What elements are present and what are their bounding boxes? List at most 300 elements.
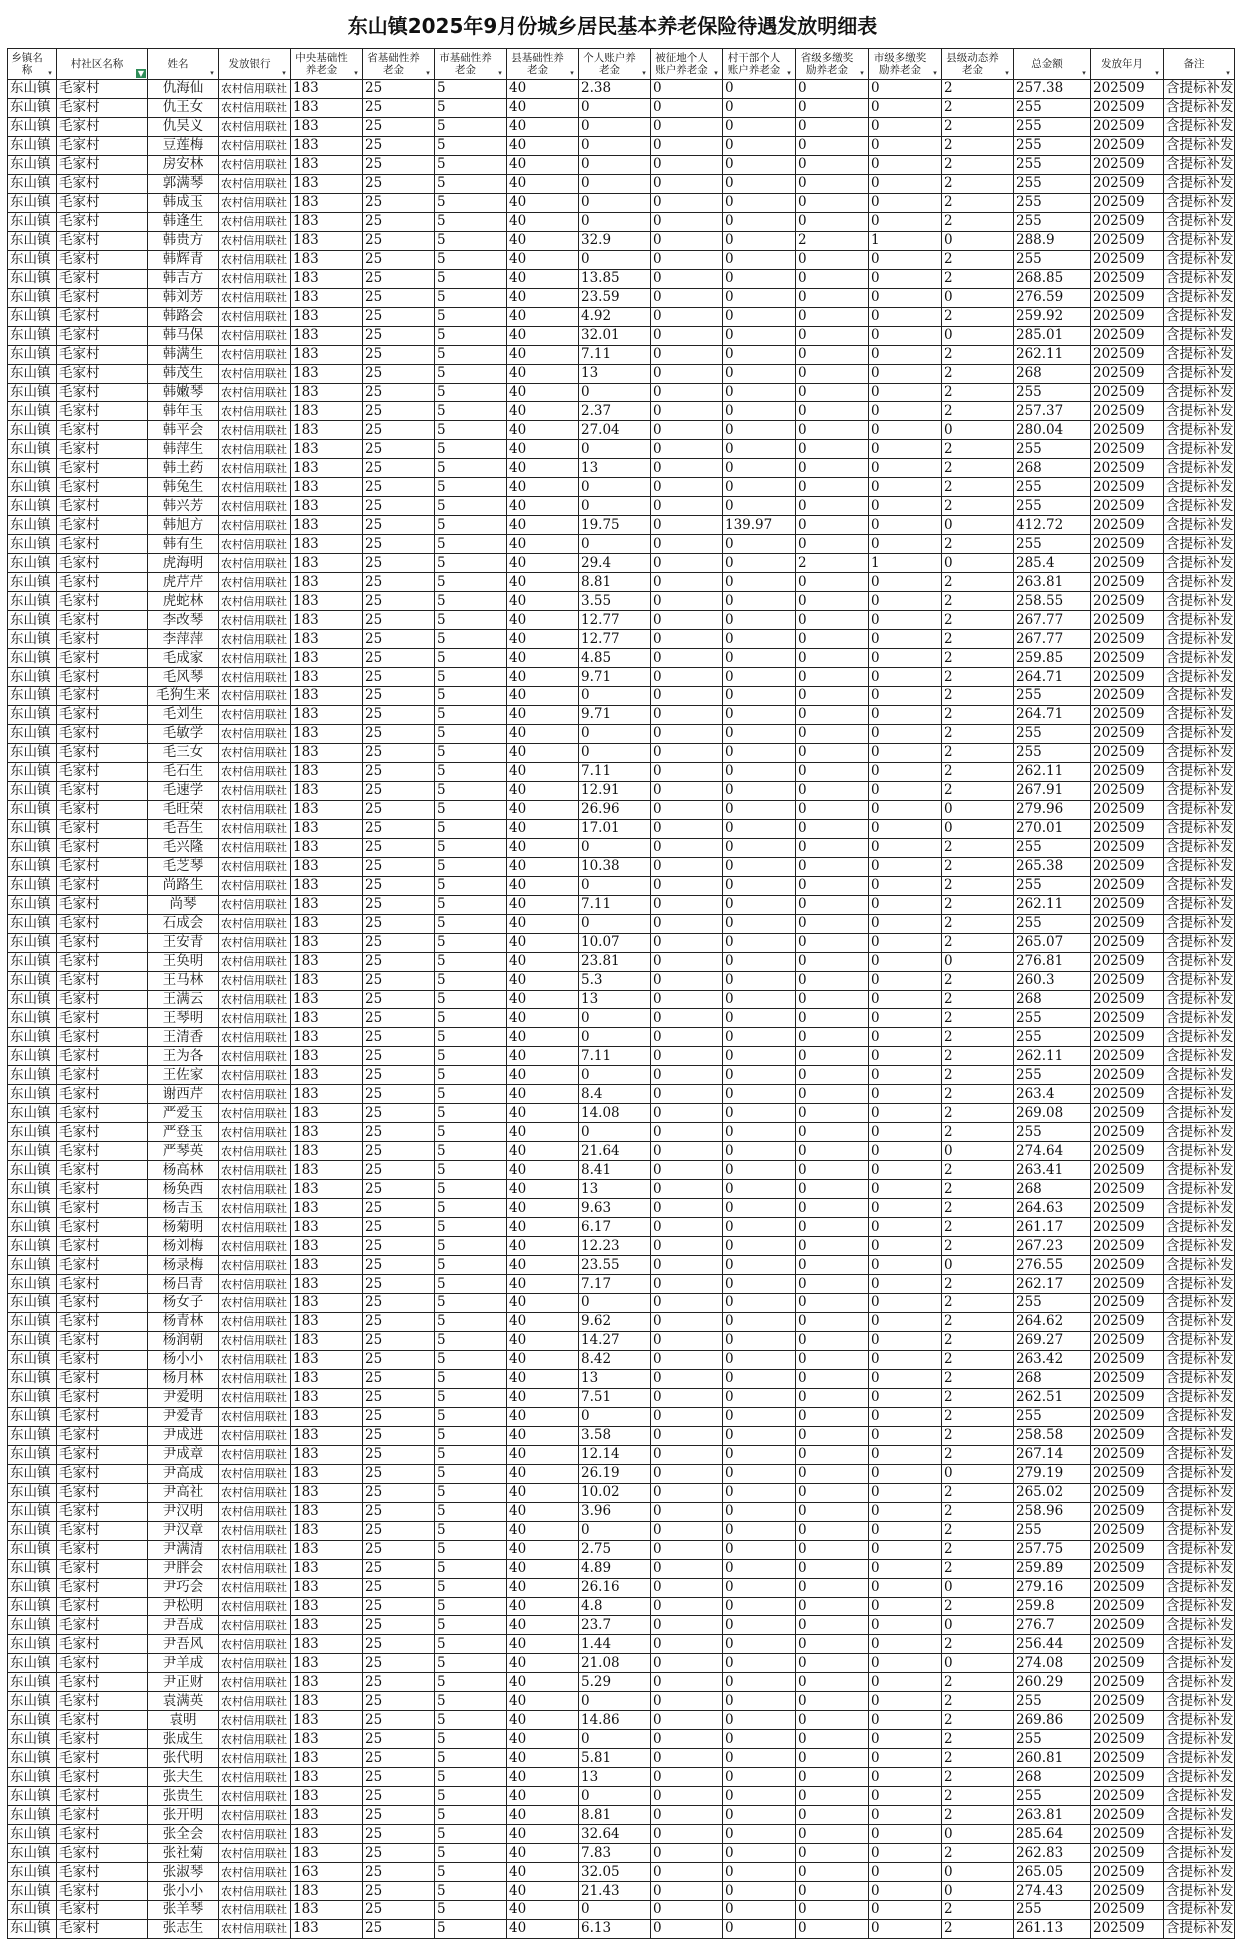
cell-county-dyn[interactable]: 0 xyxy=(942,800,1014,819)
cell-province[interactable]: 25 xyxy=(363,762,435,781)
table-row[interactable] xyxy=(8,193,1235,212)
cell-county[interactable]: 40 xyxy=(507,1256,579,1275)
cell-cadre[interactable]: 0 xyxy=(723,1407,796,1426)
cell-county[interactable]: 40 xyxy=(507,1294,579,1313)
cell-month[interactable]: 202509 xyxy=(1091,1047,1164,1066)
cell-village[interactable]: 毛家村 xyxy=(57,857,148,876)
cell-central[interactable]: 183 xyxy=(291,857,363,876)
cell-city-bonus[interactable]: 0 xyxy=(869,573,942,592)
cell-county[interactable]: 40 xyxy=(507,1559,579,1578)
cell-personal[interactable]: 2.37 xyxy=(579,402,651,421)
cell-total[interactable]: 255 xyxy=(1014,876,1091,895)
cell-county[interactable]: 40 xyxy=(507,250,579,269)
cell-village[interactable]: 毛家村 xyxy=(57,345,148,364)
cell-prov-bonus[interactable]: 0 xyxy=(796,1882,869,1901)
cell-town[interactable]: 东山镇 xyxy=(8,573,57,592)
cell-note[interactable]: 含提标补发 xyxy=(1164,1901,1235,1920)
cell-prov-bonus[interactable]: 0 xyxy=(796,516,869,535)
cell-city[interactable]: 5 xyxy=(435,952,507,971)
cell-county-dyn[interactable]: 2 xyxy=(942,1180,1014,1199)
cell-prov-bonus[interactable]: 0 xyxy=(796,1312,869,1331)
cell-note[interactable]: 含提标补发 xyxy=(1164,1787,1235,1806)
cell-prov-bonus[interactable]: 0 xyxy=(796,1350,869,1369)
table-row[interactable] xyxy=(8,1578,1235,1597)
cell-bank[interactable]: 农村信用联社 xyxy=(219,819,291,838)
cell-province[interactable]: 25 xyxy=(363,1294,435,1313)
cell-bank[interactable]: 农村信用联社 xyxy=(219,1218,291,1237)
cell-cadre[interactable]: 0 xyxy=(723,838,796,857)
cell-total[interactable]: 262.11 xyxy=(1014,1047,1091,1066)
cell-landless[interactable]: 0 xyxy=(651,630,723,649)
cell-landless[interactable]: 0 xyxy=(651,364,723,383)
table-row[interactable] xyxy=(8,1180,1235,1199)
cell-name[interactable]: 韩兴芳 xyxy=(148,497,219,516)
cell-city[interactable]: 5 xyxy=(435,743,507,762)
cell-name[interactable]: 杨小小 xyxy=(148,1350,219,1369)
cell-cadre[interactable]: 0 xyxy=(723,1275,796,1294)
cell-county[interactable]: 40 xyxy=(507,1350,579,1369)
cell-personal[interactable]: 8.4 xyxy=(579,1085,651,1104)
cell-city-bonus[interactable]: 0 xyxy=(869,1161,942,1180)
cell-city-bonus[interactable]: 0 xyxy=(869,1180,942,1199)
cell-personal[interactable]: 5.29 xyxy=(579,1673,651,1692)
table-row[interactable] xyxy=(8,1047,1235,1066)
cell-personal[interactable]: 2.75 xyxy=(579,1540,651,1559)
table-row[interactable] xyxy=(8,402,1235,421)
cell-province[interactable]: 25 xyxy=(363,80,435,99)
cell-landless[interactable]: 0 xyxy=(651,592,723,611)
cell-village[interactable]: 毛家村 xyxy=(57,1407,148,1426)
cell-personal[interactable]: 3.58 xyxy=(579,1426,651,1445)
cell-province[interactable]: 25 xyxy=(363,1161,435,1180)
cell-prov-bonus[interactable]: 0 xyxy=(796,1047,869,1066)
cell-note[interactable]: 含提标补发 xyxy=(1164,1578,1235,1597)
cell-city-bonus[interactable]: 0 xyxy=(869,649,942,668)
cell-total[interactable]: 255 xyxy=(1014,687,1091,706)
cell-note[interactable]: 含提标补发 xyxy=(1164,914,1235,933)
cell-province[interactable]: 25 xyxy=(363,1066,435,1085)
cell-personal[interactable]: 12.77 xyxy=(579,611,651,630)
cell-central[interactable]: 183 xyxy=(291,1369,363,1388)
cell-name[interactable]: 毛风琴 xyxy=(148,668,219,687)
cell-city[interactable]: 5 xyxy=(435,1426,507,1445)
cell-central[interactable]: 183 xyxy=(291,592,363,611)
cell-cadre[interactable]: 0 xyxy=(723,573,796,592)
table-row[interactable] xyxy=(8,705,1235,724)
cell-prov-bonus[interactable]: 0 xyxy=(796,1331,869,1350)
cell-cadre[interactable]: 0 xyxy=(723,1331,796,1350)
table-row[interactable] xyxy=(8,516,1235,535)
table-row[interactable] xyxy=(8,1123,1235,1142)
cell-prov-bonus[interactable]: 0 xyxy=(796,212,869,231)
cell-prov-bonus[interactable]: 0 xyxy=(796,497,869,516)
cell-month[interactable]: 202509 xyxy=(1091,1749,1164,1768)
cell-cadre[interactable]: 0 xyxy=(723,345,796,364)
cell-province[interactable]: 25 xyxy=(363,1256,435,1275)
cell-county[interactable]: 40 xyxy=(507,1919,579,1938)
cell-central[interactable]: 183 xyxy=(291,1464,363,1483)
cell-province[interactable]: 25 xyxy=(363,554,435,573)
cell-cadre[interactable]: 0 xyxy=(723,1312,796,1331)
filter-dropdown-icon[interactable]: ▾ xyxy=(1155,69,1159,77)
cell-prov-bonus[interactable]: 0 xyxy=(796,1787,869,1806)
cell-town[interactable]: 东山镇 xyxy=(8,383,57,402)
cell-total[interactable]: 255 xyxy=(1014,212,1091,231)
cell-total[interactable]: 255 xyxy=(1014,383,1091,402)
table-row[interactable] xyxy=(8,1502,1235,1521)
cell-province[interactable]: 25 xyxy=(363,1009,435,1028)
cell-prov-bonus[interactable]: 0 xyxy=(796,743,869,762)
cell-prov-bonus[interactable]: 0 xyxy=(796,1768,869,1787)
cell-town[interactable]: 东山镇 xyxy=(8,364,57,383)
cell-city[interactable]: 5 xyxy=(435,136,507,155)
cell-prov-bonus[interactable]: 0 xyxy=(796,1426,869,1445)
cell-village[interactable]: 毛家村 xyxy=(57,402,148,421)
cell-note[interactable]: 含提标补发 xyxy=(1164,876,1235,895)
cell-bank[interactable]: 农村信用联社 xyxy=(219,1426,291,1445)
cell-city-bonus[interactable]: 0 xyxy=(869,1901,942,1920)
cell-city-bonus[interactable]: 0 xyxy=(869,990,942,1009)
cell-village[interactable]: 毛家村 xyxy=(57,630,148,649)
cell-county-dyn[interactable]: 2 xyxy=(942,1085,1014,1104)
cell-county[interactable]: 40 xyxy=(507,1047,579,1066)
table-row[interactable] xyxy=(8,478,1235,497)
cell-city-bonus[interactable]: 0 xyxy=(869,1863,942,1882)
cell-county-dyn[interactable]: 2 xyxy=(942,573,1014,592)
cell-total[interactable]: 264.62 xyxy=(1014,1312,1091,1331)
cell-city[interactable]: 5 xyxy=(435,1085,507,1104)
cell-city-bonus[interactable]: 0 xyxy=(869,250,942,269)
cell-village[interactable]: 毛家村 xyxy=(57,724,148,743)
cell-city-bonus[interactable]: 0 xyxy=(869,80,942,99)
table-row[interactable] xyxy=(8,971,1235,990)
cell-village[interactable]: 毛家村 xyxy=(57,1521,148,1540)
cell-landless[interactable]: 0 xyxy=(651,1559,723,1578)
cell-county[interactable]: 40 xyxy=(507,1730,579,1749)
cell-note[interactable]: 含提标补发 xyxy=(1164,1692,1235,1711)
cell-cadre[interactable]: 0 xyxy=(723,1787,796,1806)
cell-personal[interactable]: 14.08 xyxy=(579,1104,651,1123)
table-row[interactable] xyxy=(8,80,1235,99)
cell-town[interactable]: 东山镇 xyxy=(8,497,57,516)
cell-bank[interactable]: 农村信用联社 xyxy=(219,155,291,174)
cell-town[interactable]: 东山镇 xyxy=(8,971,57,990)
cell-province[interactable]: 25 xyxy=(363,1521,435,1540)
cell-personal[interactable]: 13 xyxy=(579,1369,651,1388)
cell-cadre[interactable]: 0 xyxy=(723,724,796,743)
cell-cadre[interactable]: 0 xyxy=(723,914,796,933)
cell-city-bonus[interactable]: 0 xyxy=(869,1123,942,1142)
cell-month[interactable]: 202509 xyxy=(1091,800,1164,819)
cell-personal[interactable]: 6.17 xyxy=(579,1218,651,1237)
cell-town[interactable]: 东山镇 xyxy=(8,1218,57,1237)
cell-name[interactable]: 仇王女 xyxy=(148,98,219,117)
cell-cadre[interactable]: 0 xyxy=(723,402,796,421)
cell-month[interactable]: 202509 xyxy=(1091,1540,1164,1559)
cell-landless[interactable]: 0 xyxy=(651,1142,723,1161)
cell-cadre[interactable]: 0 xyxy=(723,1161,796,1180)
cell-county-dyn[interactable]: 0 xyxy=(942,1256,1014,1275)
table-row[interactable] xyxy=(8,421,1235,440)
cell-name[interactable]: 张夫生 xyxy=(148,1768,219,1787)
cell-town[interactable]: 东山镇 xyxy=(8,1275,57,1294)
cell-village[interactable]: 毛家村 xyxy=(57,364,148,383)
table-row[interactable] xyxy=(8,781,1235,800)
cell-central[interactable]: 183 xyxy=(291,914,363,933)
cell-total[interactable]: 255 xyxy=(1014,497,1091,516)
cell-landless[interactable]: 0 xyxy=(651,1654,723,1673)
cell-personal[interactable]: 0 xyxy=(579,1407,651,1426)
cell-personal[interactable]: 13 xyxy=(579,1180,651,1199)
cell-total[interactable]: 263.4 xyxy=(1014,1085,1091,1104)
cell-total[interactable]: 267.77 xyxy=(1014,630,1091,649)
cell-city[interactable]: 5 xyxy=(435,1388,507,1407)
cell-central[interactable]: 183 xyxy=(291,80,363,99)
cell-town[interactable]: 东山镇 xyxy=(8,1104,57,1123)
cell-name[interactable]: 韩有生 xyxy=(148,535,219,554)
cell-month[interactable]: 202509 xyxy=(1091,1104,1164,1123)
cell-total[interactable]: 279.96 xyxy=(1014,800,1091,819)
cell-bank[interactable]: 农村信用联社 xyxy=(219,1540,291,1559)
cell-county[interactable]: 40 xyxy=(507,155,579,174)
cell-city-bonus[interactable]: 0 xyxy=(869,1730,942,1749)
cell-town[interactable]: 东山镇 xyxy=(8,1597,57,1616)
cell-town[interactable]: 东山镇 xyxy=(8,1161,57,1180)
cell-landless[interactable]: 0 xyxy=(651,1369,723,1388)
cell-county-dyn[interactable]: 2 xyxy=(942,668,1014,687)
cell-month[interactable]: 202509 xyxy=(1091,1123,1164,1142)
cell-prov-bonus[interactable]: 0 xyxy=(796,1028,869,1047)
cell-total[interactable]: 269.27 xyxy=(1014,1331,1091,1350)
cell-town[interactable]: 东山镇 xyxy=(8,459,57,478)
cell-central[interactable]: 183 xyxy=(291,231,363,250)
cell-province[interactable]: 25 xyxy=(363,1275,435,1294)
cell-personal[interactable]: 0 xyxy=(579,1066,651,1085)
cell-province[interactable]: 25 xyxy=(363,1825,435,1844)
cell-central[interactable]: 183 xyxy=(291,1161,363,1180)
cell-landless[interactable]: 0 xyxy=(651,1426,723,1445)
cell-city[interactable]: 5 xyxy=(435,535,507,554)
table-row[interactable] xyxy=(8,1654,1235,1673)
cell-central[interactable]: 183 xyxy=(291,573,363,592)
cell-month[interactable]: 202509 xyxy=(1091,630,1164,649)
cell-name[interactable]: 韩成玉 xyxy=(148,193,219,212)
cell-county[interactable]: 40 xyxy=(507,1521,579,1540)
cell-personal[interactable]: 13 xyxy=(579,1768,651,1787)
cell-month[interactable]: 202509 xyxy=(1091,269,1164,288)
cell-note[interactable]: 含提标补发 xyxy=(1164,98,1235,117)
cell-central[interactable]: 183 xyxy=(291,1635,363,1654)
cell-month[interactable]: 202509 xyxy=(1091,952,1164,971)
cell-cadre[interactable]: 0 xyxy=(723,497,796,516)
cell-personal[interactable]: 0 xyxy=(579,1521,651,1540)
cell-total[interactable]: 263.81 xyxy=(1014,1806,1091,1825)
cell-prov-bonus[interactable]: 0 xyxy=(796,402,869,421)
cell-total[interactable]: 261.13 xyxy=(1014,1919,1091,1938)
cell-month[interactable]: 202509 xyxy=(1091,1882,1164,1901)
cell-prov-bonus[interactable]: 0 xyxy=(796,440,869,459)
cell-name[interactable]: 石成会 xyxy=(148,914,219,933)
cell-cadre[interactable]: 0 xyxy=(723,1350,796,1369)
cell-cadre[interactable]: 0 xyxy=(723,1294,796,1313)
cell-personal[interactable]: 0 xyxy=(579,174,651,193)
cell-city-bonus[interactable]: 0 xyxy=(869,440,942,459)
cell-province[interactable]: 25 xyxy=(363,1654,435,1673)
cell-city[interactable]: 5 xyxy=(435,193,507,212)
cell-city[interactable]: 5 xyxy=(435,800,507,819)
table-row[interactable] xyxy=(8,1540,1235,1559)
cell-central[interactable]: 183 xyxy=(291,1066,363,1085)
cell-total[interactable]: 263.42 xyxy=(1014,1350,1091,1369)
cell-cadre[interactable]: 0 xyxy=(723,269,796,288)
cell-personal[interactable]: 0 xyxy=(579,535,651,554)
cell-city-bonus[interactable]: 0 xyxy=(869,933,942,952)
cell-landless[interactable]: 0 xyxy=(651,402,723,421)
cell-name[interactable]: 韩旭方 xyxy=(148,516,219,535)
cell-village[interactable]: 毛家村 xyxy=(57,1445,148,1464)
filter-dropdown-icon[interactable]: ▾ xyxy=(1082,69,1086,77)
cell-city-bonus[interactable]: 0 xyxy=(869,1787,942,1806)
cell-personal[interactable]: 23.81 xyxy=(579,952,651,971)
cell-landless[interactable]: 0 xyxy=(651,819,723,838)
cell-personal[interactable]: 0 xyxy=(579,478,651,497)
cell-province[interactable]: 25 xyxy=(363,155,435,174)
cell-bank[interactable]: 农村信用联社 xyxy=(219,1882,291,1901)
cell-city-bonus[interactable]: 0 xyxy=(869,1047,942,1066)
cell-landless[interactable]: 0 xyxy=(651,1350,723,1369)
cell-city[interactable]: 5 xyxy=(435,1597,507,1616)
cell-personal[interactable]: 26.16 xyxy=(579,1578,651,1597)
cell-bank[interactable]: 农村信用联社 xyxy=(219,1331,291,1350)
cell-town[interactable]: 东山镇 xyxy=(8,1199,57,1218)
cell-personal[interactable]: 10.02 xyxy=(579,1483,651,1502)
cell-province[interactable]: 25 xyxy=(363,421,435,440)
cell-personal[interactable]: 32.05 xyxy=(579,1863,651,1882)
cell-county[interactable]: 40 xyxy=(507,1882,579,1901)
cell-village[interactable]: 毛家村 xyxy=(57,971,148,990)
cell-note[interactable]: 含提标补发 xyxy=(1164,687,1235,706)
cell-name[interactable]: 张代明 xyxy=(148,1749,219,1768)
cell-cadre[interactable]: 0 xyxy=(723,1180,796,1199)
table-row[interactable] xyxy=(8,1407,1235,1426)
cell-prov-bonus[interactable]: 0 xyxy=(796,952,869,971)
cell-central[interactable]: 183 xyxy=(291,1749,363,1768)
cell-county[interactable]: 40 xyxy=(507,1844,579,1863)
cell-central[interactable]: 183 xyxy=(291,1142,363,1161)
cell-prov-bonus[interactable]: 0 xyxy=(796,800,869,819)
cell-total[interactable]: 265.07 xyxy=(1014,933,1091,952)
cell-landless[interactable]: 0 xyxy=(651,668,723,687)
cell-landless[interactable]: 0 xyxy=(651,876,723,895)
cell-city-bonus[interactable]: 1 xyxy=(869,554,942,573)
cell-province[interactable]: 25 xyxy=(363,364,435,383)
cell-note[interactable]: 含提标补发 xyxy=(1164,440,1235,459)
cell-town[interactable]: 东山镇 xyxy=(8,819,57,838)
cell-month[interactable]: 202509 xyxy=(1091,1009,1164,1028)
cell-bank[interactable]: 农村信用联社 xyxy=(219,1350,291,1369)
cell-prov-bonus[interactable]: 0 xyxy=(796,1161,869,1180)
cell-city[interactable]: 5 xyxy=(435,838,507,857)
cell-village[interactable]: 毛家村 xyxy=(57,1199,148,1218)
cell-village[interactable]: 毛家村 xyxy=(57,1711,148,1730)
cell-prov-bonus[interactable]: 0 xyxy=(796,1521,869,1540)
cell-city[interactable]: 5 xyxy=(435,1749,507,1768)
cell-landless[interactable]: 0 xyxy=(651,1047,723,1066)
cell-month[interactable]: 202509 xyxy=(1091,1426,1164,1445)
table-row[interactable] xyxy=(8,592,1235,611)
cell-cadre[interactable]: 0 xyxy=(723,743,796,762)
cell-county-dyn[interactable]: 2 xyxy=(942,649,1014,668)
cell-personal[interactable]: 21.08 xyxy=(579,1654,651,1673)
cell-landless[interactable]: 0 xyxy=(651,421,723,440)
cell-village[interactable]: 毛家村 xyxy=(57,421,148,440)
cell-personal[interactable]: 26.19 xyxy=(579,1464,651,1483)
cell-bank[interactable]: 农村信用联社 xyxy=(219,288,291,307)
cell-central[interactable]: 183 xyxy=(291,668,363,687)
cell-total[interactable]: 258.58 xyxy=(1014,1426,1091,1445)
cell-county[interactable]: 40 xyxy=(507,1502,579,1521)
cell-month[interactable]: 202509 xyxy=(1091,1369,1164,1388)
cell-county-dyn[interactable]: 2 xyxy=(942,1521,1014,1540)
cell-village[interactable]: 毛家村 xyxy=(57,1350,148,1369)
cell-central[interactable]: 183 xyxy=(291,1009,363,1028)
cell-personal[interactable]: 29.4 xyxy=(579,554,651,573)
cell-note[interactable]: 含提标补发 xyxy=(1164,762,1235,781)
cell-personal[interactable]: 8.42 xyxy=(579,1350,651,1369)
cell-landless[interactable]: 0 xyxy=(651,80,723,99)
cell-town[interactable]: 东山镇 xyxy=(8,743,57,762)
cell-bank[interactable]: 农村信用联社 xyxy=(219,876,291,895)
cell-name[interactable]: 尹羊成 xyxy=(148,1654,219,1673)
cell-county-dyn[interactable]: 2 xyxy=(942,1047,1014,1066)
cell-cadre[interactable]: 0 xyxy=(723,857,796,876)
cell-city-bonus[interactable]: 0 xyxy=(869,136,942,155)
cell-personal[interactable]: 12.23 xyxy=(579,1237,651,1256)
cell-central[interactable]: 183 xyxy=(291,952,363,971)
cell-landless[interactable]: 0 xyxy=(651,307,723,326)
cell-bank[interactable]: 农村信用联社 xyxy=(219,478,291,497)
cell-name[interactable]: 毛狗生来 xyxy=(148,687,219,706)
cell-town[interactable]: 东山镇 xyxy=(8,1654,57,1673)
cell-total[interactable]: 258.55 xyxy=(1014,592,1091,611)
cell-city[interactable]: 5 xyxy=(435,1919,507,1938)
filter-dropdown-icon[interactable]: ▾ xyxy=(787,69,791,77)
cell-name[interactable]: 王奂明 xyxy=(148,952,219,971)
cell-town[interactable]: 东山镇 xyxy=(8,1635,57,1654)
cell-village[interactable]: 毛家村 xyxy=(57,1806,148,1825)
cell-name[interactable]: 袁满英 xyxy=(148,1692,219,1711)
cell-bank[interactable]: 农村信用联社 xyxy=(219,743,291,762)
cell-village[interactable]: 毛家村 xyxy=(57,1578,148,1597)
cell-town[interactable]: 东山镇 xyxy=(8,1863,57,1882)
cell-bank[interactable]: 农村信用联社 xyxy=(219,1768,291,1787)
cell-note[interactable]: 含提标补发 xyxy=(1164,1312,1235,1331)
cell-county-dyn[interactable]: 0 xyxy=(942,1863,1014,1882)
cell-town[interactable]: 东山镇 xyxy=(8,1312,57,1331)
cell-province[interactable]: 25 xyxy=(363,838,435,857)
cell-landless[interactable]: 0 xyxy=(651,611,723,630)
cell-county[interactable]: 40 xyxy=(507,1863,579,1882)
cell-month[interactable]: 202509 xyxy=(1091,1863,1164,1882)
cell-month[interactable]: 202509 xyxy=(1091,1142,1164,1161)
table-row[interactable] xyxy=(8,914,1235,933)
cell-month[interactable]: 202509 xyxy=(1091,1578,1164,1597)
cell-town[interactable]: 东山镇 xyxy=(8,1711,57,1730)
cell-city-bonus[interactable]: 0 xyxy=(869,364,942,383)
cell-name[interactable]: 尹正财 xyxy=(148,1673,219,1692)
cell-city[interactable]: 5 xyxy=(435,1331,507,1350)
cell-city[interactable]: 5 xyxy=(435,1009,507,1028)
